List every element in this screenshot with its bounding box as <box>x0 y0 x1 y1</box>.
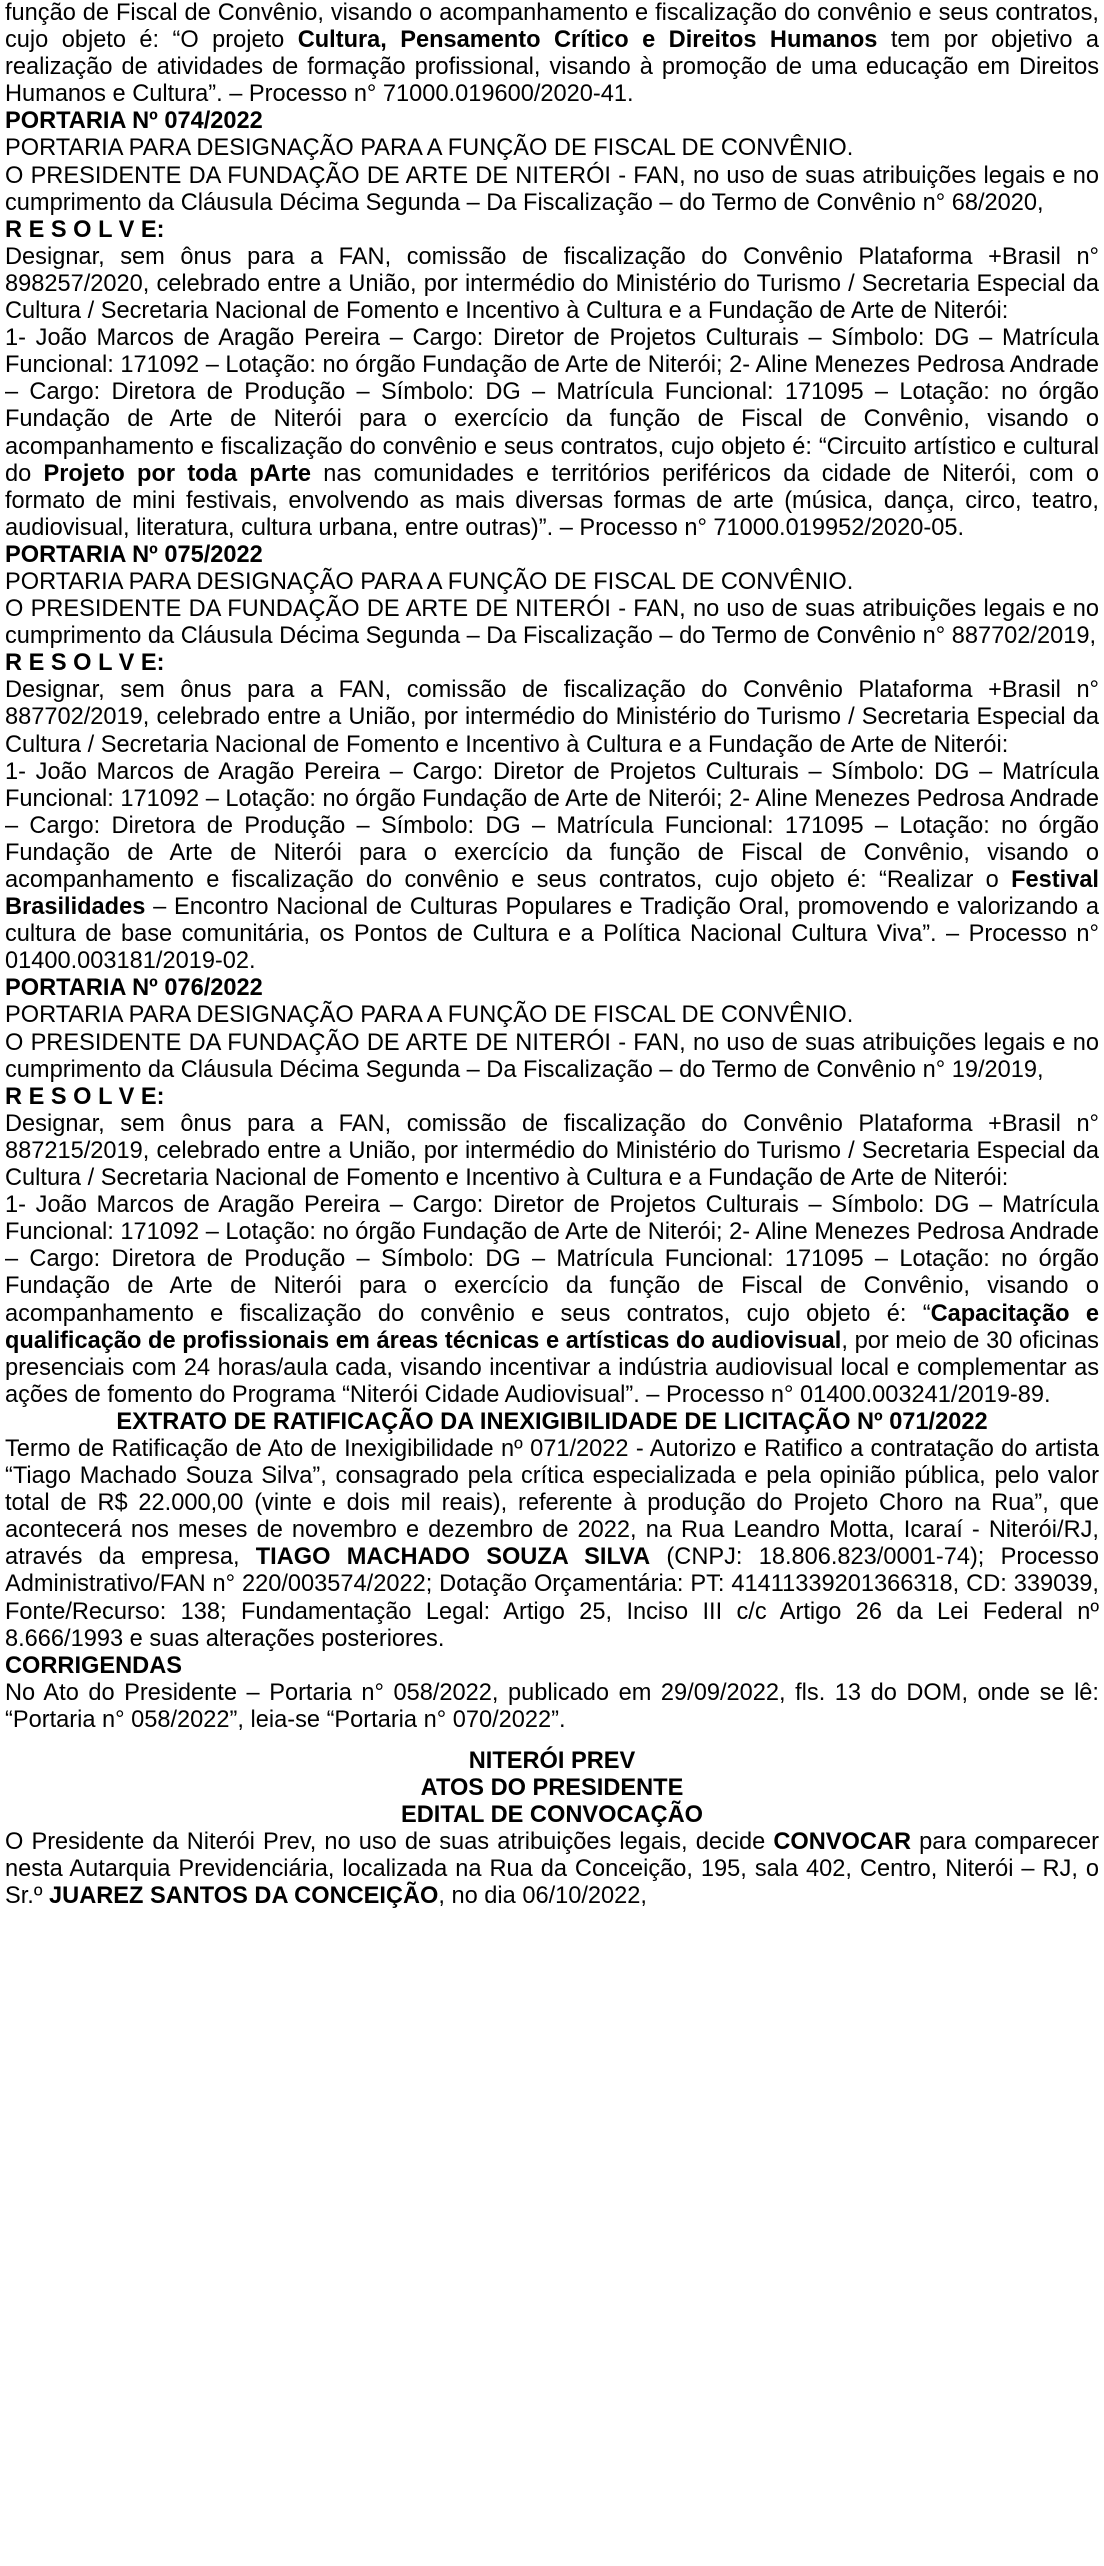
text-run: para comparecer nesta Autarquia Previdenciária, localizada na Rua da Conceição, 195, sala 402, Centro, Niterói – RJ, o Sr.º <box>5 1829 1099 1910</box>
portaria-074-members <box>5 325 1099 542</box>
extrato-title: EXTRATO DE RATIFICAÇÃO DA INEXIGIBILIDADE DE LICITAÇÃO Nº 071/2022 <box>116 1408 988 1435</box>
text-run: , no dia 06/10/2022, <box>438 1883 647 1910</box>
project-name: Capacitação e qualificação de profissionais em áreas técnicas e artísticas do audiovisual <box>5 1300 1099 1354</box>
portaria-076-intro: O PRESIDENTE DA FUNDAÇÃO DE ARTE DE NITERÓI - FAN, no uso de suas atribuições legais e no cumprimento da Cláusula Décima Segunda – Da Fiscalização – do Termo de Convênio n° 19/2019, <box>5 1029 1099 1083</box>
project-name: Cultura, Pensamento Crítico e Direitos Humanos <box>297 27 878 54</box>
portaria-075-members <box>5 759 1099 976</box>
text-run: Termo de Ratificação de Ato de Inexigibilidade nº 071/2022 - Autorizo e Ratifico a contratação do artista “Tiago Machado Souza Silva”, consagrado pela crítica especializada e pela opinião pública, pelo valor total de R$ 22.000,00 (vinte e dois mil reais), referente à produção do Projeto Choro na Rua”, que acontecerá nos meses de novembro e dezembro de 2022, na Rua Leandro Motta, Icaraí - Niterói/RJ, através da empresa, <box>5 1435 1099 1571</box>
paragraph-continuation <box>5 0 1099 108</box>
portaria-075-intro: O PRESIDENTE DA FUNDAÇÃO DE ARTE DE NITERÓI - FAN, no uso de suas atribuições legais e no cumprimento da Cláusula Décima Segunda – Da Fiscalização – do Termo de Convênio n° 887702/2019, <box>5 596 1099 650</box>
edital-heading: EDITAL DE CONVOCAÇÃO <box>401 1802 703 1829</box>
portaria-076-title: PORTARIA Nº 076/2022 <box>5 975 263 1002</box>
text-run: (CNPJ: 18.806.823/0001-74); Processo Administrativo/FAN n° 220/003574/2022; Dotação Orçamentária: PT: 41411339201366318, CD: 339039, Fonte/Recurso: 138; Fundamentação Legal: Artigo 25, Inciso III c/c Artigo 26 da Lei Federal nº 8.666/1993 e suas alterações posteriores. <box>5 1544 1099 1652</box>
portaria-076-subtitle: PORTARIA PARA DESIGNAÇÃO PARA A FUNÇÃO DE FISCAL DE CONVÊNIO. <box>5 1002 854 1029</box>
text-run: 1- João Marcos de Aragão Pereira – Cargo: Diretor de Projetos Culturais – Símbolo: DG – Matrícula Funcional: 171092 – Lotação: no órgão Fundação de Arte de Niterói; 2- Aline Menezes Pedrosa Andrade – Cargo: Diretora de Produção – Símbolo: DG – Matrícula Funcional: 171095 – Lotação: no órgão Fundação de Arte de Niterói para o exercício da função de Fiscal de Convênio, visando o acompanhamento e fiscalização do convênio e seus contratos, cujo objeto é: “Circuito artístico e cultural do <box>5 325 1099 487</box>
portaria-075-resolve: R E S O L V E: <box>5 650 165 677</box>
project-name: Festival Brasilidades <box>5 867 1099 921</box>
text-run: função de Fiscal de Convênio, visando o acompanhamento e fiscalização do convênio e seus contratos, cujo objeto é: “O projeto <box>5 0 1099 54</box>
portaria-076-resolve: R E S O L V E: <box>5 1083 165 1110</box>
text-run: – Encontro Nacional de Culturas Populares e Tradição Oral, promovendo e valorizando a cultura de base comunitária, os Pontos de Cultura e a Política Nacional Cultura Viva”. – Processo n° 01400.003181/2019-02. <box>5 894 1099 975</box>
project-name: Projeto por toda pArte <box>43 460 311 487</box>
portaria-074-subtitle: PORTARIA PARA DESIGNAÇÃO PARA A FUNÇÃO DE FISCAL DE CONVÊNIO. <box>5 135 854 162</box>
portaria-075-title: PORTARIA Nº 075/2022 <box>5 541 263 568</box>
text-run: O Presidente da Niterói Prev, no uso de suas atribuições legais, decide <box>5 1829 774 1856</box>
portaria-074-resolve: R E S O L V E: <box>5 216 165 243</box>
niteroi-prev-heading: NITERÓI PREV <box>468 1748 636 1774</box>
text-run: tem por objetivo a realização de atividades de formação profissional, visando à promoção de uma educação em Direitos Humanos e Cultura”. – Processo n° 71000.019600/2020-41. <box>5 27 1099 108</box>
atos-presidente-heading: ATOS DO PRESIDENTE <box>420 1775 684 1802</box>
person-name: JUAREZ SANTOS DA CONCEIÇÃO <box>49 1883 439 1910</box>
portaria-074-title: PORTARIA Nº 074/2022 <box>5 108 263 135</box>
extrato-body <box>5 1436 1099 1653</box>
corrigendas-title: CORRIGENDAS <box>5 1652 182 1679</box>
portaria-076-members <box>5 1192 1099 1409</box>
edital-body <box>5 1829 1099 1910</box>
corrigendas-body: No Ato do Presidente – Portaria n° 058/2022, publicado em 29/09/2022, fls. 13 do DOM, onde se lê: “Portaria n° 058/2022”, leia-se “Portaria n° 070/2022”. <box>5 1679 1099 1733</box>
portaria-075-designar: Designar, sem ônus para a FAN, comissão de fiscalização do Convênio Plataforma +Brasil n° 887702/2019, celebrado entre a União, por intermédio do Ministério do Turismo / Secretaria Especial da Cultura / Secretaria Nacional de Fomento e Incentivo à Cultura e a Fundação de Arte de Niterói: <box>5 677 1099 758</box>
portaria-074-intro: O PRESIDENTE DA FUNDAÇÃO DE ARTE DE NITERÓI - FAN, no uso de suas atribuições legais e no cumprimento da Cláusula Décima Segunda – Da Fiscalização – do Termo de Convênio n° 68/2020, <box>5 162 1099 216</box>
text-run: 1- João Marcos de Aragão Pereira – Cargo: Diretor de Projetos Culturais – Símbolo: DG – Matrícula Funcional: 171092 – Lotação: no órgão Fundação de Arte de Niterói; 2- Aline Menezes Pedrosa Andrade – Cargo: Diretora de Produção – Símbolo: DG – Matrícula Funcional: 171095 – Lotação: no órgão Fundação de Arte de Niterói para o exercício da função de Fiscal de Convênio, visando o acompanhamento e fiscalização do convênio e seus contratos, cujo objeto é: “Realizar o <box>5 758 1099 893</box>
portaria-074-designar: Designar, sem ônus para a FAN, comissão de fiscalização do Convênio Plataforma +Brasil n° 898257/2020, celebrado entre a União, por intermédio do Ministério do Turismo / Secretaria Especial da Cultura / Secretaria Nacional de Fomento e Incentivo à Cultura e a Fundação de Arte de Niterói: <box>5 243 1099 325</box>
text-run: , por meio de 30 oficinas presenciais com 24 horas/aula cada, visando incentivar a indústria audiovisual local e complementar as ações de fomento do Programa “Niterói Cidade Audiovisual”. – Processo n° 01400.003241/2019-89. <box>5 1327 1099 1408</box>
portaria-076-designar: Designar, sem ônus para a FAN, comissão de fiscalização do Convênio Plataforma +Brasil n° 887215/2019, celebrado entre a União, por intermédio do Ministério do Turismo / Secretaria Especial da Cultura / Secretaria Nacional de Fomento e Incentivo à Cultura e a Fundação de Arte de Niterói: <box>5 1110 1099 1192</box>
text-run: nas comunidades e territórios periféricos da cidade de Niterói, com o formato de mini festivais, envolvendo as mais diversas formas de arte (música, dança, circo, teatro, audiovisual, literatura, cultura urbana, entre outras)”. – Processo n° 71000.019952/2020-05. <box>5 460 1099 541</box>
convocar-word: CONVOCAR <box>773 1829 911 1856</box>
portaria-075-subtitle: PORTARIA PARA DESIGNAÇÃO PARA A FUNÇÃO DE FISCAL DE CONVÊNIO. <box>5 568 854 595</box>
text-run: 1- João Marcos de Aragão Pereira – Cargo: Diretor de Projetos Culturais – Símbolo: DG – Matrícula Funcional: 171092 – Lotação: no órgão Fundação de Arte de Niterói; 2- Aline Menezes Pedrosa Andrade – Cargo: Diretora de Produção – Símbolo: DG – Matrícula Funcional: 171095 – Lotação: no órgão Fundação de Arte de Niterói para o exercício da função de Fiscal de Convênio, visando o acompanhamento e fiscalização do convênio e seus contratos, cujo objeto é: “ <box>5 1192 1099 1327</box>
company-name: TIAGO MACHADO SOUZA SILVA <box>255 1544 651 1571</box>
